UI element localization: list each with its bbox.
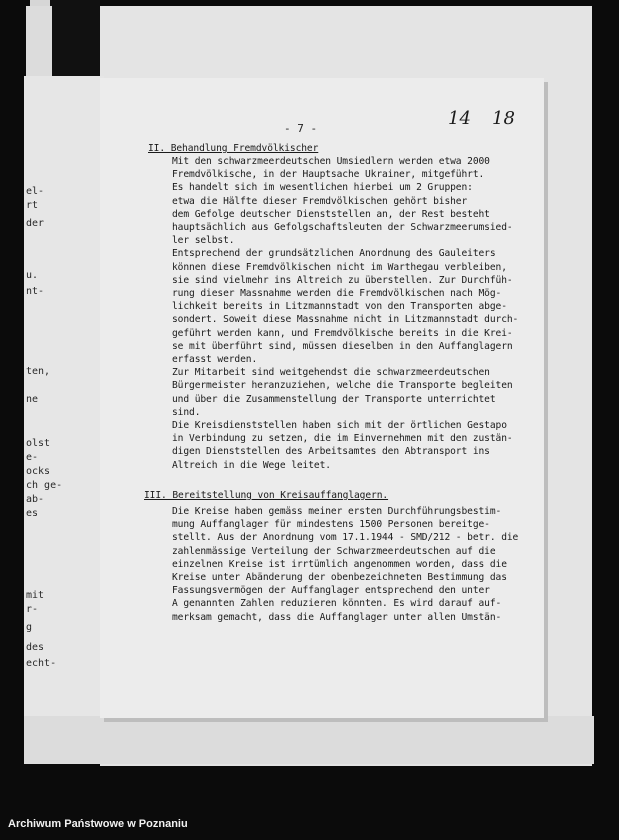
text-line: Die Kreise haben gemäss meiner ersten Durchführungsbestim- [172, 506, 502, 517]
margin-fragment: ch ge- [26, 480, 63, 491]
margin-fragment: g [26, 622, 33, 633]
text-line: zahlenmässige Verteilung der Schwarzmeerdeutschen auf die [172, 545, 496, 557]
text-line: erfasst werden. [172, 354, 258, 366]
text-line: geführt werden kann, und Fremdvölkische bereits in die Krei- [172, 327, 513, 339]
text-line: Zur Mitarbeit sind weitgehendst die schwarzmeerdeutschen [172, 367, 490, 379]
text-line: Mit den schwarzmeerdeutschen Umsiedlern werden etwa 2000 [172, 156, 490, 167]
left-sheet [24, 76, 104, 716]
margin-fragment: es [26, 508, 39, 519]
margin-fragment: r- [26, 604, 39, 615]
margin-fragment: des [26, 642, 45, 653]
text-line: digen Dienststellen des Arbeitsamtes den Abtransport ins [172, 446, 490, 458]
text-line: rung dieser Massnahme werden die Fremdvölkischen nach Mög- [172, 288, 502, 300]
text-line: sondert. Soweit diese Massnahme nicht in Litzmannstadt durch- [172, 314, 519, 326]
margin-fragment: u. [26, 270, 39, 281]
text-line: Fassungsvermögen der Auffanglager entsprechend den unter [172, 585, 490, 597]
section-3-body [172, 505, 518, 624]
text-line: einzelnen Kreise ist irrtümlich angenommen worden, dass die [172, 558, 507, 570]
section-2-heading: II. Behandlung Fremdvölkischer [148, 143, 319, 154]
text-line: merksam gemacht, dass die Auffanglager unter allen Umstän- [172, 611, 502, 623]
margin-fragment: olst [26, 438, 51, 449]
page-number: - 7 - [284, 122, 318, 135]
section-3-heading: III. Bereitstellung von Kreisauffanglagern. [144, 490, 389, 501]
document-page [100, 78, 544, 718]
text-line: A genannten Zahlen reduzieren könnten. Es wird darauf auf- [172, 598, 502, 610]
margin-fragment: echt- [26, 658, 57, 669]
bottom-sheet-band [24, 716, 594, 764]
text-line: können diese Fremdvölkischen nicht im Warthegau verbleiben, [172, 261, 507, 273]
text-line: dem Gefolge deutscher Dienststellen an, der Rest besteht [172, 208, 490, 220]
text-line: Es handelt sich im wesentlichen hierbei um 2 Gruppen: [172, 182, 473, 194]
text-line: stellt. Aus der Anordnung vom 17.1.1944 - SMD/212 - betr. die [172, 532, 519, 544]
text-line: lichkeit bereits in Litzmannstadt von den Transporten abge- [172, 301, 507, 313]
text-line: etwa die Hälfte dieser Fremdvölkischen gehört bisher [172, 195, 468, 207]
archive-label: Archiwum Państwowe w Poznaniu [8, 818, 188, 830]
text-line: mung Auffanglager für mindestens 1500 Personen bereitge- [172, 519, 490, 531]
margin-fragment: rt [26, 200, 39, 211]
margin-fragment: der [26, 218, 45, 229]
text-line: Die Kreisdienststellen haben sich mit der örtlichen Gestapo [172, 420, 507, 432]
text-line: Fremdvölkische, in der Hauptsache Ukrainer, mitgeführt. [172, 169, 485, 181]
margin-fragment: nt- [26, 286, 45, 297]
text-line: Altreich in die Wege leitet. [172, 459, 331, 471]
margin-fragment: e- [26, 452, 39, 463]
text-line: sie sind vielmehr ins Altreich zu überstellen. Zur Durchfüh- [172, 274, 513, 286]
dark-band [50, 0, 100, 80]
margin-fragment: el- [26, 186, 45, 197]
left-strip [26, 6, 52, 76]
text-line: Kreise unter Abänderung der obenbezeichneten Bestimmung das [172, 572, 507, 584]
text-line: in Verbindung zu setzen, die im Einvernehmen mit den zustän- [172, 433, 513, 445]
margin-fragment: ocks [26, 466, 51, 477]
margin-fragment: ne [26, 394, 39, 405]
handwritten-number: 14 [448, 108, 471, 129]
text-line: sind. [172, 406, 201, 418]
text-line: und über die Zusammenstellung der Transporte unterrichtet [172, 393, 496, 405]
margin-fragment: ab- [26, 494, 45, 505]
text-line: ler selbst. [172, 235, 235, 247]
handwritten-scribble: 18 [492, 108, 515, 129]
text-line: se mit überführt sind, müssen dieselben in den Auffanglagern [172, 340, 513, 352]
section-2-body [172, 155, 518, 472]
text-line: Entsprechend der grundsätzlichen Anordnung des Gauleiters [172, 248, 496, 260]
margin-fragment: mit [26, 590, 45, 601]
text-line: hauptsächlich aus Gefolgschaftsleuten der Schwarzmeerumsied- [172, 222, 513, 234]
text-line: Bürgermeister heranzuziehen, welche die Transporte begleiten [172, 380, 513, 392]
margin-fragment: ten, [26, 366, 51, 377]
